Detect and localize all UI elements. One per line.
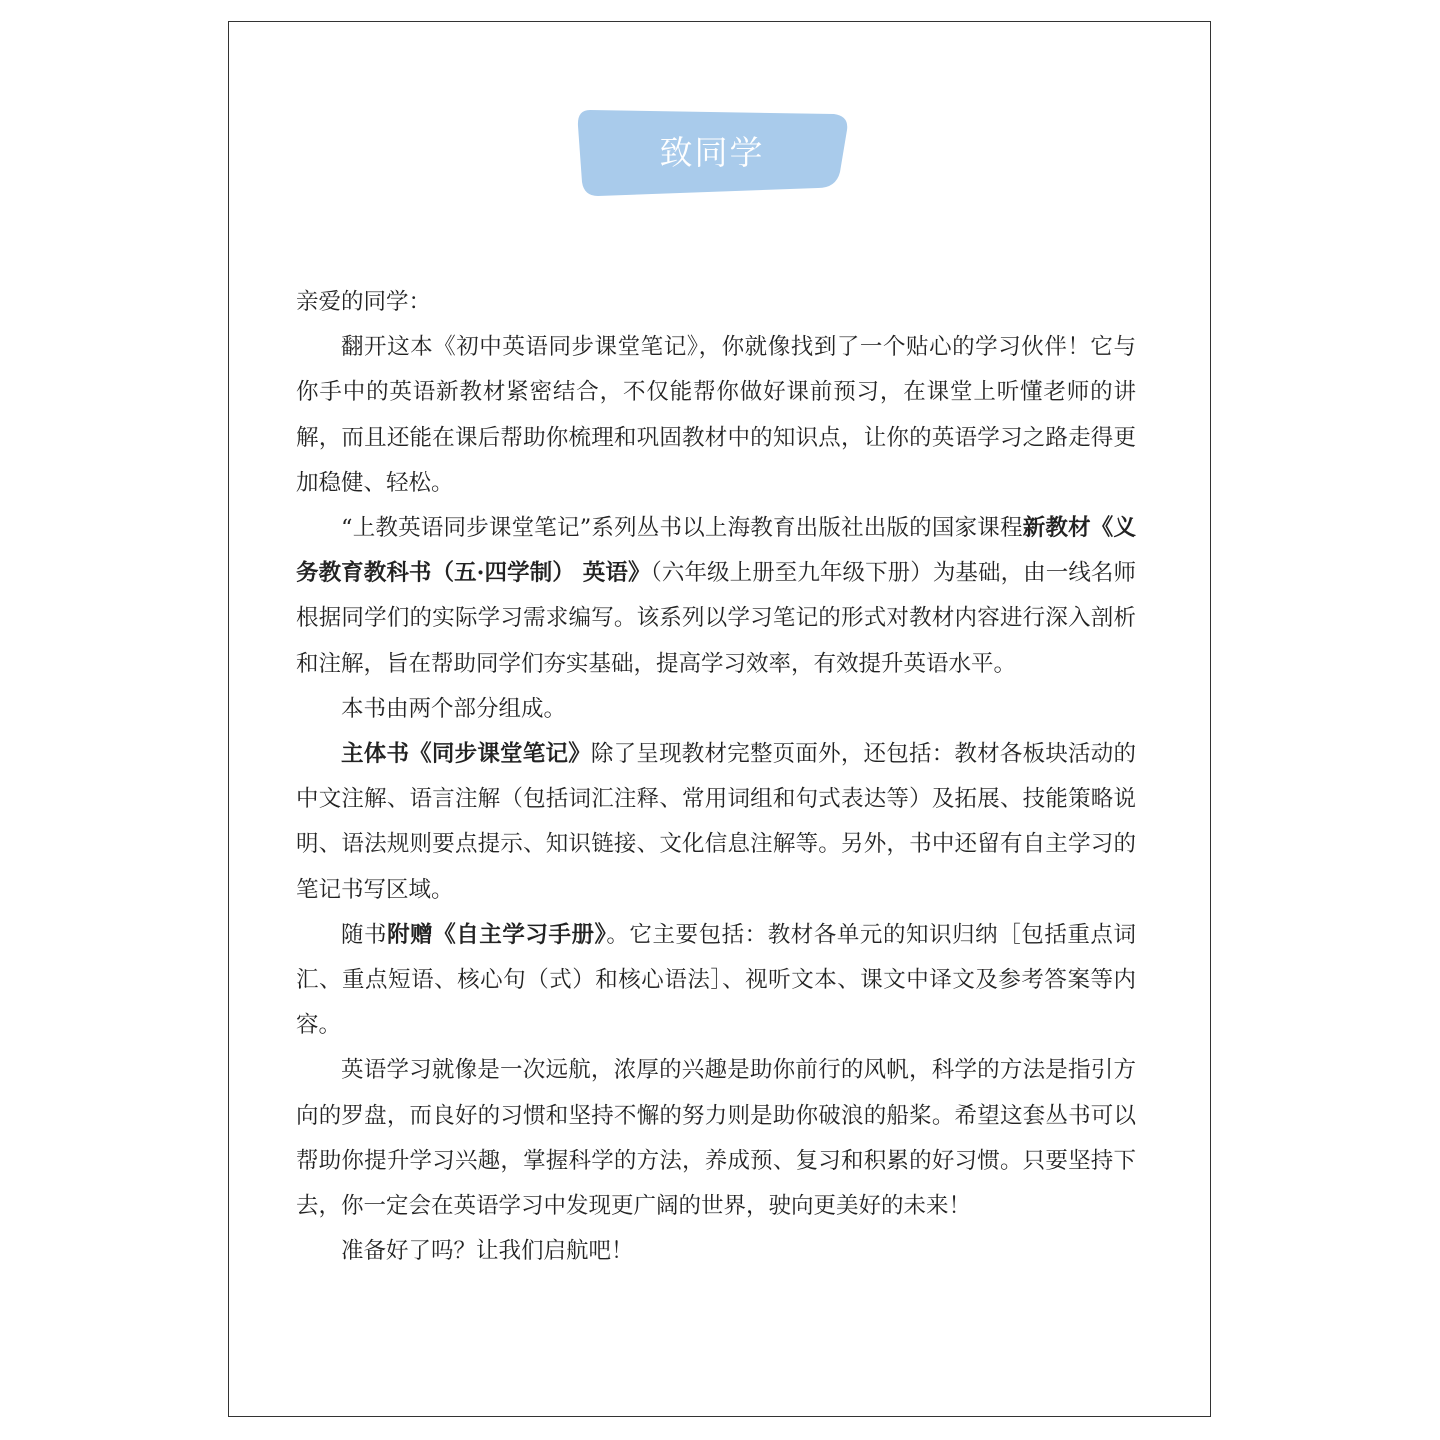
paragraph-series xyxy=(296,506,1136,687)
paragraph-parts: 本书由两个部分组成。 xyxy=(341,695,567,722)
textbook-name: 新教材《义务教育教科书（五·四学制） 英语》 xyxy=(296,515,1136,587)
paragraph-series-text-a: “上教英语同步课堂笔记”系列丛书以上海教育出版社出版的国家课程 xyxy=(341,515,1023,542)
paragraph-intro: 翻开这本《初中英语同步课堂笔记》，你就像找到了一个贴心的学习伙伴！它与你手中的英语新教材紧密结合，不仅能帮你做好课前预习，在课堂上听懂老师的讲解，而且还能在课后帮助你梳理和巩固教材中的知识点，让你的英语学习之路走得更加稳健、轻松。 xyxy=(296,334,1136,496)
letter-body xyxy=(296,280,1136,1274)
main-book-name: 主体书《同步课堂笔记》 xyxy=(341,741,591,768)
paragraph-series-text-b: （六年级上册至九年级下册）为基础，由一线名师根据同学们的实际学习需求编写。该系列以学习笔记的形式对教材内容进行深入剖析和注解，旨在帮助同学们夯实基础，提高学习效率，有效提升英语水平。 xyxy=(296,560,1136,677)
paragraph-voyage: 英语学习就像是一次远航，浓厚的兴趣是助你前行的风帆，科学的方法是指引方向的罗盘，而良好的习惯和坚持不懈的努力则是助你破浪的船桨。希望这套丛书可以帮助你提升学习兴趣，掌握科学的方法，养成预、复习和积累的好习惯。只要坚持下去，你一定会在英语学习中发现更广阔的世界，驶向更美好的未来！ xyxy=(296,1057,1136,1220)
paragraph-main-book-text: 除了呈现教材完整页面外，还包括：教材各板块活动的中文注解、语言注解（包括词汇注释、常用词组和句式表达等）及拓展、技能策略说明、语法规则要点提示、知识链接、文化信息注解等。另外，书中还留有自主学习的笔记书写区域。 xyxy=(296,741,1136,903)
paragraph-handbook xyxy=(296,913,1136,1049)
paragraph-closing: 准备好了吗？让我们启航吧！ xyxy=(341,1238,634,1265)
paragraph-handbook-text-b: 。它主要包括：教材各单元的知识归纳［包括重点词汇、重点短语、核心句（式）和核心语法］、视听文本、课文中译文及参考答案等内容。 xyxy=(296,921,1136,1039)
paragraph-handbook-text-a: 随书 xyxy=(341,921,388,948)
handbook-name: 附赠《自主学习手册》 xyxy=(387,921,607,948)
title-badge xyxy=(576,110,848,196)
paragraph-main-book xyxy=(296,732,1136,913)
salutation: 亲爱的同学： xyxy=(296,289,432,315)
page-title: 致同学 xyxy=(659,133,765,172)
